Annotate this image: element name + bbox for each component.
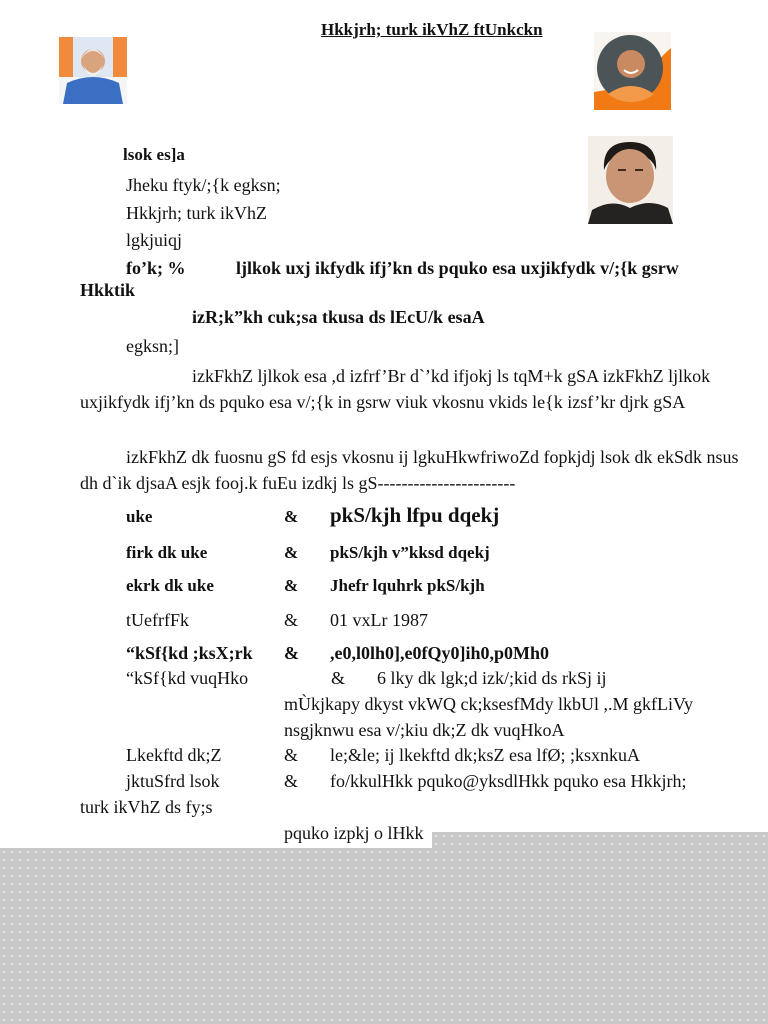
detail-label-social-work: Lkekftd dk;Z bbox=[126, 745, 222, 765]
detail-label-mother-name: ekrk dk uke bbox=[126, 576, 214, 595]
detail-value-experience-cont2: nsgjknwu esa v/;kiu dk;Z dk vuqHkoA bbox=[284, 720, 565, 740]
salutation: lsok es]a bbox=[123, 145, 185, 164]
detail-value-father-name: pkS/kjh v”kksd dqekj bbox=[330, 543, 490, 562]
addressee-line-3: lgkjuiqj bbox=[126, 230, 183, 250]
detail-separator: & bbox=[284, 576, 299, 595]
detail-separator: & bbox=[284, 771, 299, 791]
detail-label-qualification: “kSf{kd ;ksX;rk bbox=[126, 643, 253, 663]
paragraph-1: izkFkhZ ljlkok esa ,d izfrf’Br d`’kd ifjokj ls tqM+k gSA izkFkhZ ljlkok uxjikfydk ifj’kn ds pquko esa v/;{k in gsrw viuk vkosnu vkids le{k izsf’kr djrk gSA bbox=[80, 366, 711, 412]
detail-separator: & bbox=[284, 610, 299, 630]
left-portrait-image bbox=[59, 37, 127, 104]
subject-text-line2: Hkktik bbox=[80, 280, 136, 300]
detail-separator: & bbox=[284, 543, 299, 562]
right-author-portrait-image bbox=[588, 136, 673, 224]
portrait-photo-icon bbox=[594, 32, 671, 110]
subject-label: fo’k; % bbox=[126, 258, 186, 278]
detail-label-father-name: firk dk uke bbox=[126, 543, 208, 562]
trailing-text-line: pquko izpkj o lHkk bbox=[284, 823, 424, 843]
detail-separator: & bbox=[284, 745, 299, 765]
detail-value-birth-date: 01 vxLr 1987 bbox=[330, 610, 428, 630]
detail-value-name: pkS/kjh lfpu dqekj bbox=[330, 503, 500, 527]
detail-separator: & bbox=[284, 643, 299, 663]
addressee-line-1: Jheku ftyk/;{k egksn; bbox=[126, 175, 281, 195]
paragraph-2: izkFkhZ dk fuosnu gS fd esjs vkosnu ij lgkuHkwfriwoZd fopkjdj lsok dk ekSdk nsus dh d`ik djsaA esjk fooj.k fuEu izdkj ls gS----------------------- bbox=[80, 447, 739, 493]
page-cover-overlay bbox=[0, 848, 432, 1024]
detail-label-name: uke bbox=[126, 507, 153, 526]
addressee-line-2: Hkkjrh; turk ikVhZ bbox=[126, 203, 267, 223]
document-title: Hkkjrh; turk ikVhZ ftUnkckn bbox=[321, 20, 543, 39]
detail-label-birth-date: tUefrfFk bbox=[126, 610, 189, 630]
detail-separator: & bbox=[284, 507, 299, 526]
subject-text-line3: izR;k”kh cuk;sa tkusa ds lEcU/k esaA bbox=[192, 307, 485, 327]
detail-value-political-service-cont1: turk ikVhZ ds fy;s bbox=[80, 797, 213, 817]
detail-separator: & bbox=[331, 668, 346, 688]
portrait-photo-icon bbox=[588, 136, 673, 224]
detail-label-political-service: jktuSfrd lsok bbox=[126, 771, 220, 791]
detail-value-social-work: le;&le; ij lkekftd dk;ksZ esa lfØ; ;ksxnkuA bbox=[330, 745, 640, 765]
detail-label-experience: “kSf{kd vuqHko bbox=[126, 668, 249, 688]
right-top-portrait-image bbox=[594, 32, 671, 110]
detail-value-experience: 6 lky dk lgk;d izk/;kid ds rkSj ij bbox=[377, 668, 607, 688]
page-cover-overlay bbox=[432, 832, 768, 1024]
subject-text-line1: ljlkok uxj ikfydk ifj’kn ds pquko esa uxjikfydk v/;{k gsrw bbox=[236, 258, 679, 278]
detail-value-political-service: fo/kkulHkk pquko@yksdlHkk pquko esa Hkkjrh; bbox=[330, 771, 687, 791]
detail-value-mother-name: Jhefr lquhrk pkS/kjh bbox=[330, 576, 485, 595]
portrait-photo-icon bbox=[59, 37, 127, 104]
detail-value-qualification: ,e0,l0lh0],e0fQy0]ih0,p0Mh0 bbox=[330, 643, 549, 663]
greeting: egksn;] bbox=[126, 336, 179, 356]
detail-value-experience-cont1: mÙkjkapy dkyst vkWQ ck;ksesfMdy lkbUl ,.M gkfLiVy bbox=[284, 694, 693, 714]
